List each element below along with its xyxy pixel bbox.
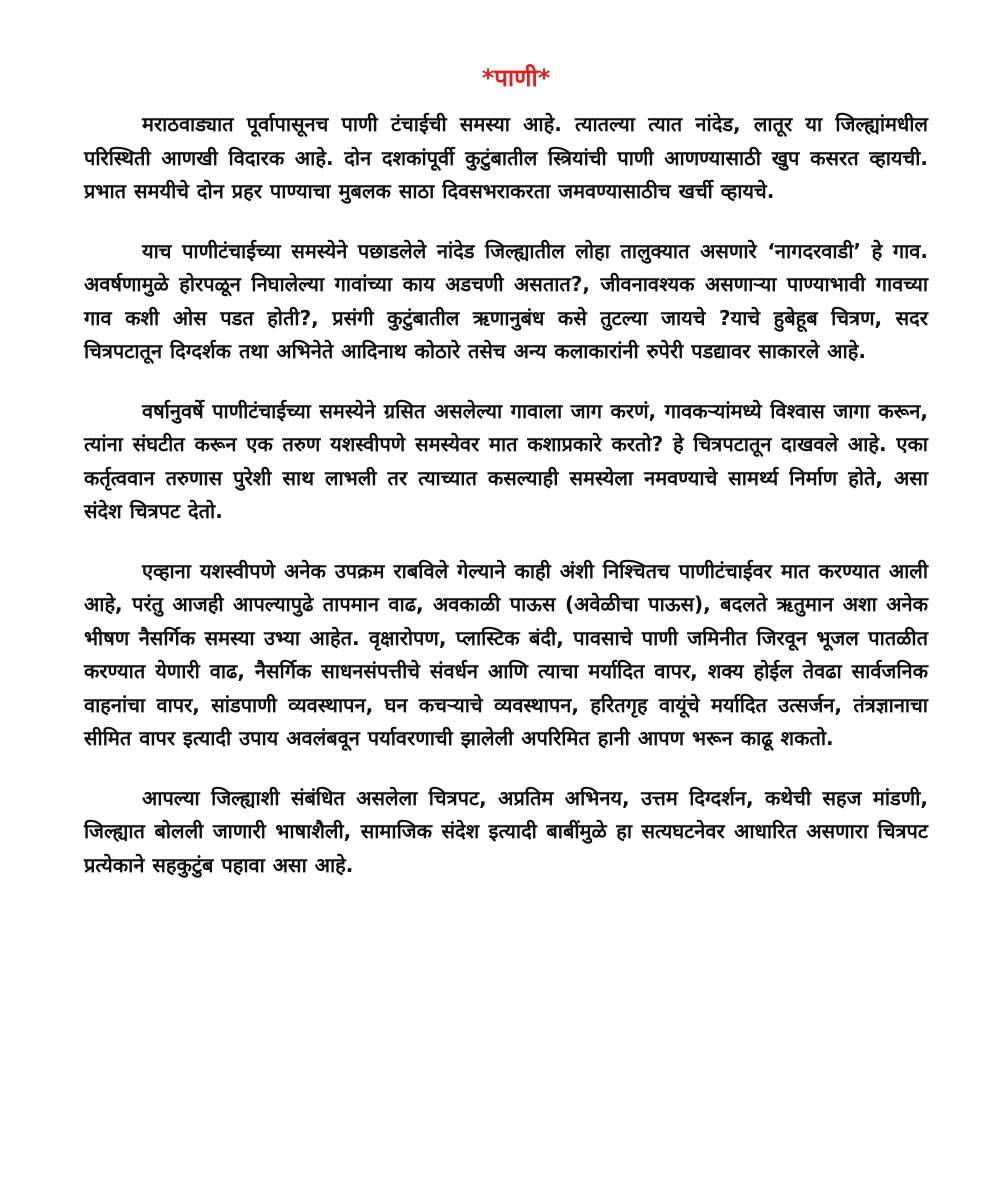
paragraph-1: मराठवाड्यात पूर्वापासूनच पाणी टंचाईची समस्या आहे. त्यातल्या त्यात नांदेड, लातूर या जिल्ह्यांमधील परिस्थिती आणखी विदारक आहे. दोन दशकांपूर्वी कुटुंबातील स्त्रियांची पाणी आणण्यासाठी खुप कसरत व्हायची. प्रभात समयीचे दोन प्रहर पाण्याचा मुबलक साठा दिवसभराकरता जमवण्यासाठीच खर्ची व्हायचे. — [84, 112, 928, 203]
paragraph-2: याच पाणीटंचाईच्या समस्येने पछाडलेले नांदेड जिल्ह्यातील लोहा तालुक्यात असणारे ‘नागदरवाडी’ हे गाव. अवर्षणामुळे होरपळून निघालेल्या गावांच्या काय अडचणी असतात?, जीवनावश्यक असणाऱ्या पाण्याभावी गावच्या गाव कशी ओस पडत होती?, प्रसंगी कुटुंबातील ऋणानुबंध कसे तुटल्या जायचे ?याचे हुबेहूब चित्रण, सदर चित्रपटातून दिग्दर्शक तथा अभिनेते आदिनाथ कोठारे तसेच अन्य कलाकारांनी रुपेरी पडद्यावर साकारले आहे. — [84, 238, 928, 363]
paragraph-4: एव्हाना यशस्वीपणे अनेक उपक्रम राबविले गेल्याने काही अंशी निश्चितच पाणीटंचाईवर मात करण्यात आली आहे, परंतु आजही आपल्यापुढे तापमान वाढ, अवकाळी पाऊस (अवेळीचा पाऊस), बदलते ऋतुमान अशा अनेक भीषण नैसर्गिक समस्या उभ्या आहेत. वृक्षारोपण, प्लास्टिक बंदी, पावसाचे पाणी जमिनीत जिरवून भूजल पातळीत करण्यात येणारी वाढ, नैसर्गिक साधनसंपत्तीचे संवर्धन आणि त्याचा मर्यादित वापर, शक्य होईल तेवढा सार्वजनिक वाहनांचा वापर, सांडपाणी व्यवस्थापन, घन कचऱ्याचे व्यवस्थापन, हरितगृह वायूंचे मर्यादित उत्सर्जन, तंत्रज्ञानाचा सीमित वापर इत्यादी उपाय अवलंबवून पर्यावरणाची झालेली अपरिमित हानी आपण भरून काढू शकतो. — [84, 558, 929, 750]
document-title: *पाणी* — [481, 64, 551, 92]
paragraph-5: आपल्या जिल्ह्याशी संबंधित असलेला चित्रपट, अप्रतिम अभिनय, उत्तम दिग्दर्शन, कथेची सहज मांडणी, जिल्ह्यात बोलली जाणारी भाषाशैली, सामाजिक संदेश इत्यादी बाबींमुळे हा सत्यघटनेवर आधारित असणारा चित्रपट प्रत्येकाने सहकुटुंब पहावा असा आहे. — [84, 785, 928, 877]
paragraph-3: वर्षानुवर्षे पाणीटंचाईच्या समस्येने ग्रसित असलेल्या गावाला जाग करणं, गावकऱ्यांमध्ये विश्वास जागा करून, त्यांना संघटीत करून एक तरुण यशस्वीपणे समस्येवर मात कशाप्रकारे करतो? हे चित्रपटातून दाखवले आहे. एका कर्तृत्ववान तरुणास पुरेशी साथ लाभली तर त्याच्यात कसल्याही समस्येला नमवण्याचे सामर्थ्य निर्माण होते, असा संदेश चित्रपट देतो. — [84, 398, 928, 523]
